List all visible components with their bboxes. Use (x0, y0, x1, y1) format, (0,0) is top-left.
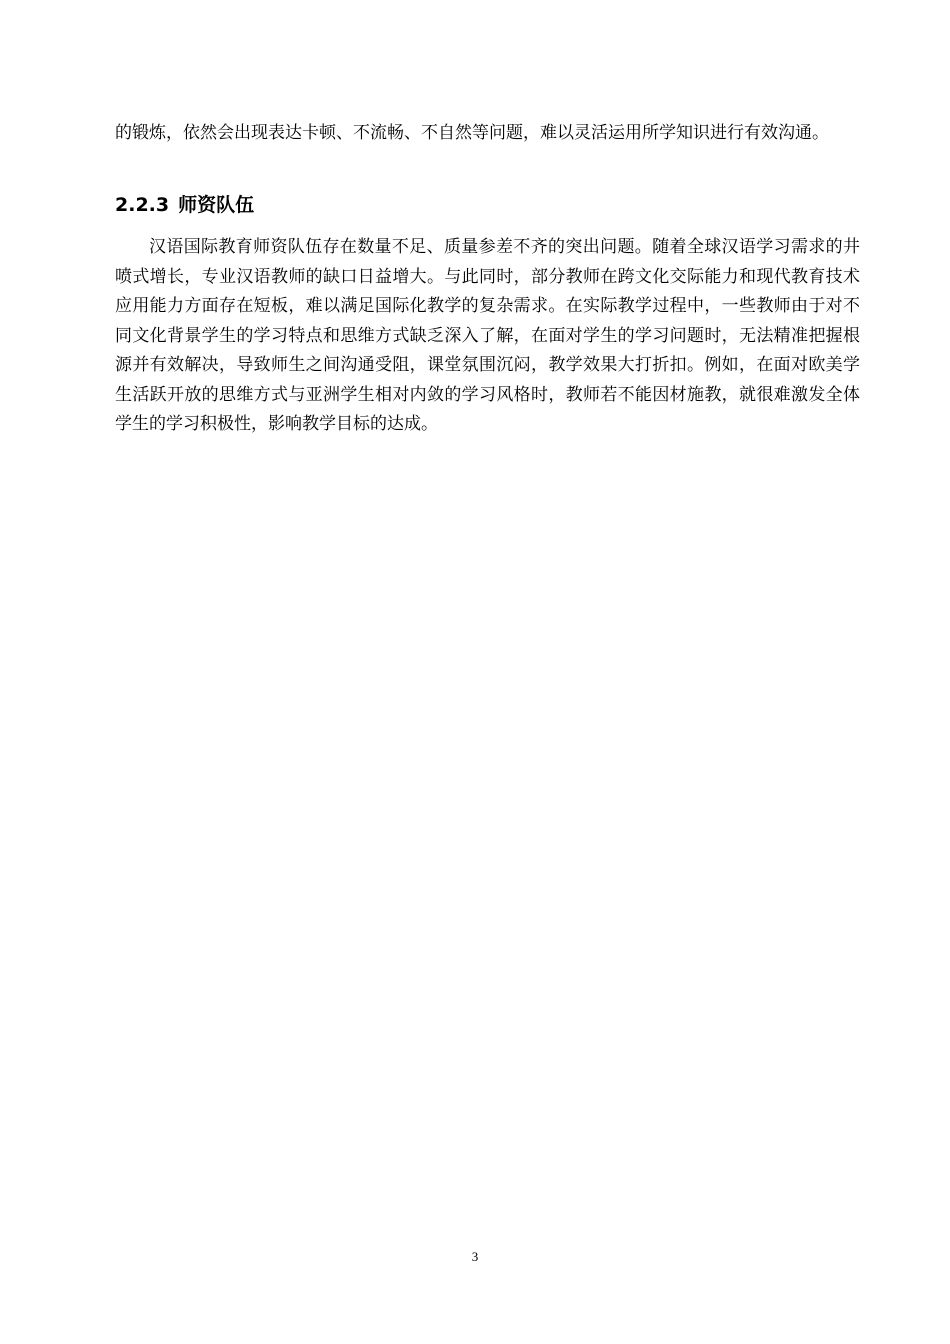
body-paragraph: 汉语国际教育师资队伍存在数量不足、质量参差不齐的突出问题。随着全球汉语学习需求的井喷式增长，专业汉语教师的缺口日益增大。与此同时，部分教师在跨文化交际能力和现代教育技术应用能力方面存在短板，难以满足国际化教学的复杂需求。在实际教学过程中，一些教师由于对不同文化背景学生的学习特点和思维方式缺乏深入了解，在面对学生的学习问题时，无法精准把握根源并有效解决，导致师生之间沟通受阻，课堂氛围沉闷，教学效果大打折扣。例如，在面对欧美学生活跃开放的思维方式与亚洲学生相对内敛的学习风格时，教师若不能因材施教，就很难激发全体学生的学习积极性，影响教学目标的达成。 (115, 237, 860, 434)
section-title: 师资队伍 (178, 194, 255, 216)
section-number: 2.2.3 (115, 194, 170, 216)
page-number: 3 (471, 1249, 479, 1264)
continued-paragraph: 的锻炼，依然会出现表达卡顿、不流畅、不自然等问题，难以灵活运用所学知识进行有效沟通。 (115, 123, 829, 143)
section-heading (115, 191, 254, 219)
